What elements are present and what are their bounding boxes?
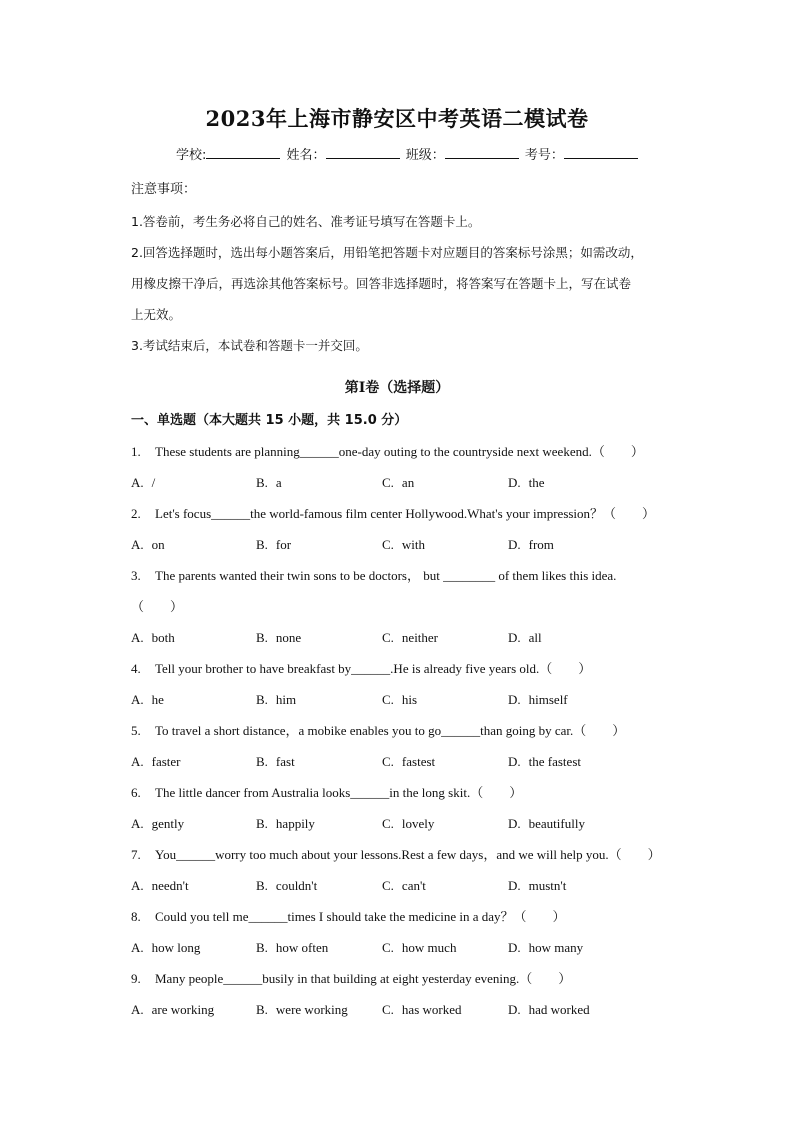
- option-b[interactable]: B. a: [256, 475, 282, 490]
- note-line: 2.回答选择题时，选出每小题答案后，用铅笔把答题卡对应题目的答案标号涂黑；如需改动，: [131, 245, 643, 260]
- option-b[interactable]: B. happily: [256, 816, 315, 831]
- info-field-class: [406, 144, 521, 163]
- note-line: 上无效。: [131, 307, 182, 322]
- option-b[interactable]: B. couldn't: [256, 878, 318, 893]
- option-d[interactable]: D. himself: [508, 692, 568, 707]
- note-line: 3.考试结束后，本试卷和答题卡一并交回。: [131, 338, 368, 353]
- note-line: 用橡皮擦干净后，再选涂其他答案标号。回答非选择题时，将答案写在答题卡上，写在试卷: [131, 276, 632, 291]
- question-stem: The little dancer from Australia looks______in the long skit.（ ）: [155, 785, 523, 800]
- option-row: [131, 932, 711, 963]
- note-line: 1.答卷前，考生务必将自己的姓名、准考证号填写在答题卡上。: [131, 214, 481, 229]
- question-stem: The parents wanted their twin sons to be doctors， but ________ of them likes this idea.: [155, 568, 617, 583]
- option-c[interactable]: C. neither: [382, 630, 439, 645]
- notes-list: [131, 206, 701, 361]
- info-field-school: [176, 144, 282, 163]
- exam-number-blank[interactable]: [564, 146, 638, 159]
- question-1: [131, 436, 711, 498]
- question-7: [131, 839, 711, 901]
- option-a[interactable]: A. are working: [131, 1002, 215, 1017]
- option-a[interactable]: A. he: [131, 692, 164, 707]
- option-c[interactable]: C. can't: [382, 878, 426, 893]
- option-c[interactable]: C. how much: [382, 940, 457, 955]
- school-blank[interactable]: [206, 146, 280, 159]
- option-a[interactable]: A. needn't: [131, 878, 189, 893]
- option-c[interactable]: C. has worked: [382, 1002, 462, 1017]
- question-stem: These students are planning______one-day outing to the countryside next weekend.（ ）: [155, 444, 644, 459]
- question-number: 7.: [131, 847, 141, 862]
- part-title: 一、单选题（本大题共 15 小题，共 15.0 分）: [131, 413, 408, 428]
- notes-title: 注意事项：: [131, 182, 197, 197]
- option-b[interactable]: B. him: [256, 692, 297, 707]
- question-8: [131, 901, 711, 963]
- option-d[interactable]: D. had worked: [508, 1002, 590, 1017]
- option-c[interactable]: C. an: [382, 475, 415, 490]
- option-b[interactable]: B. for: [256, 537, 292, 552]
- option-b[interactable]: B. fast: [256, 754, 295, 769]
- option-c[interactable]: C. his: [382, 692, 418, 707]
- question-number: 5.: [131, 723, 141, 738]
- option-a[interactable]: A. faster: [131, 754, 181, 769]
- option-b[interactable]: B. were working: [256, 1002, 348, 1017]
- question-stem: To travel a short distance，a mobike enables you to go______than going by car.（ ）: [155, 723, 626, 738]
- option-b[interactable]: B. how often: [256, 940, 329, 955]
- option-row: [131, 808, 711, 839]
- option-d[interactable]: D. beautifully: [508, 816, 585, 831]
- question-5: [131, 715, 711, 777]
- question-number: 1.: [131, 444, 141, 459]
- option-d[interactable]: D. from: [508, 537, 554, 552]
- question-number: 3.: [131, 568, 141, 583]
- option-c[interactable]: C. lovely: [382, 816, 435, 831]
- question-list: [131, 436, 711, 1025]
- question-stem: Tell your brother to have breakfast by______.He is already five years old.（ ）: [155, 661, 592, 676]
- question-stem: You______worry too much about your lessons.Rest a few days，and we will help you.（ ）: [155, 847, 661, 862]
- question-number: 9.: [131, 971, 141, 986]
- option-c[interactable]: C. with: [382, 537, 426, 552]
- page-title: 2023年上海市静安区中考英语二模试卷: [205, 106, 589, 131]
- option-row: [131, 746, 711, 777]
- question-2: [131, 498, 711, 560]
- section-title: 第Ⅰ卷（选择题）: [344, 380, 450, 396]
- option-a[interactable]: A. /: [131, 475, 156, 490]
- student-info-line: [176, 144, 676, 163]
- question-number: 8.: [131, 909, 141, 924]
- option-d[interactable]: D. all: [508, 630, 542, 645]
- info-label: 班级：: [405, 148, 445, 163]
- option-row: [131, 684, 711, 715]
- option-d[interactable]: D. the fastest: [508, 754, 581, 769]
- question-4: [131, 653, 711, 715]
- option-row: [131, 622, 711, 653]
- question-stem: Many people______busily in that building at eight yesterday evening.（ ）: [155, 971, 572, 986]
- info-field-name: [287, 144, 402, 163]
- option-a[interactable]: A. both: [131, 630, 175, 645]
- info-label: 学校:: [176, 148, 207, 163]
- info-field-exam-number: [525, 144, 640, 163]
- question-3: [131, 560, 711, 653]
- option-row: [131, 467, 711, 498]
- question-number: 4.: [131, 661, 141, 676]
- option-row: [131, 529, 711, 560]
- question-number: 6.: [131, 785, 141, 800]
- option-d[interactable]: D. how many: [508, 940, 584, 955]
- class-blank[interactable]: [445, 146, 519, 159]
- question-stem: Could you tell me______times I should take the medicine in a day？（ ）: [155, 909, 566, 924]
- info-label: 姓名：: [286, 148, 326, 163]
- option-a[interactable]: A. on: [131, 537, 165, 552]
- option-row: [131, 870, 711, 901]
- option-d[interactable]: D. mustn't: [508, 878, 567, 893]
- option-a[interactable]: A. how long: [131, 940, 201, 955]
- option-row: [131, 994, 711, 1025]
- option-c[interactable]: C. fastest: [382, 754, 436, 769]
- name-blank[interactable]: [326, 146, 400, 159]
- question-6: [131, 777, 711, 839]
- question-number: 2.: [131, 506, 141, 521]
- option-a[interactable]: A. gently: [131, 816, 185, 831]
- option-d[interactable]: D. the: [508, 475, 545, 490]
- answer-bracket: （ ）: [131, 599, 184, 614]
- question-9: [131, 963, 711, 1025]
- question-stem: Let's focus______the world-famous film center Hollywood.What's your impression？（ ）: [155, 506, 656, 521]
- info-label: 考号：: [524, 148, 564, 163]
- option-b[interactable]: B. none: [256, 630, 302, 645]
